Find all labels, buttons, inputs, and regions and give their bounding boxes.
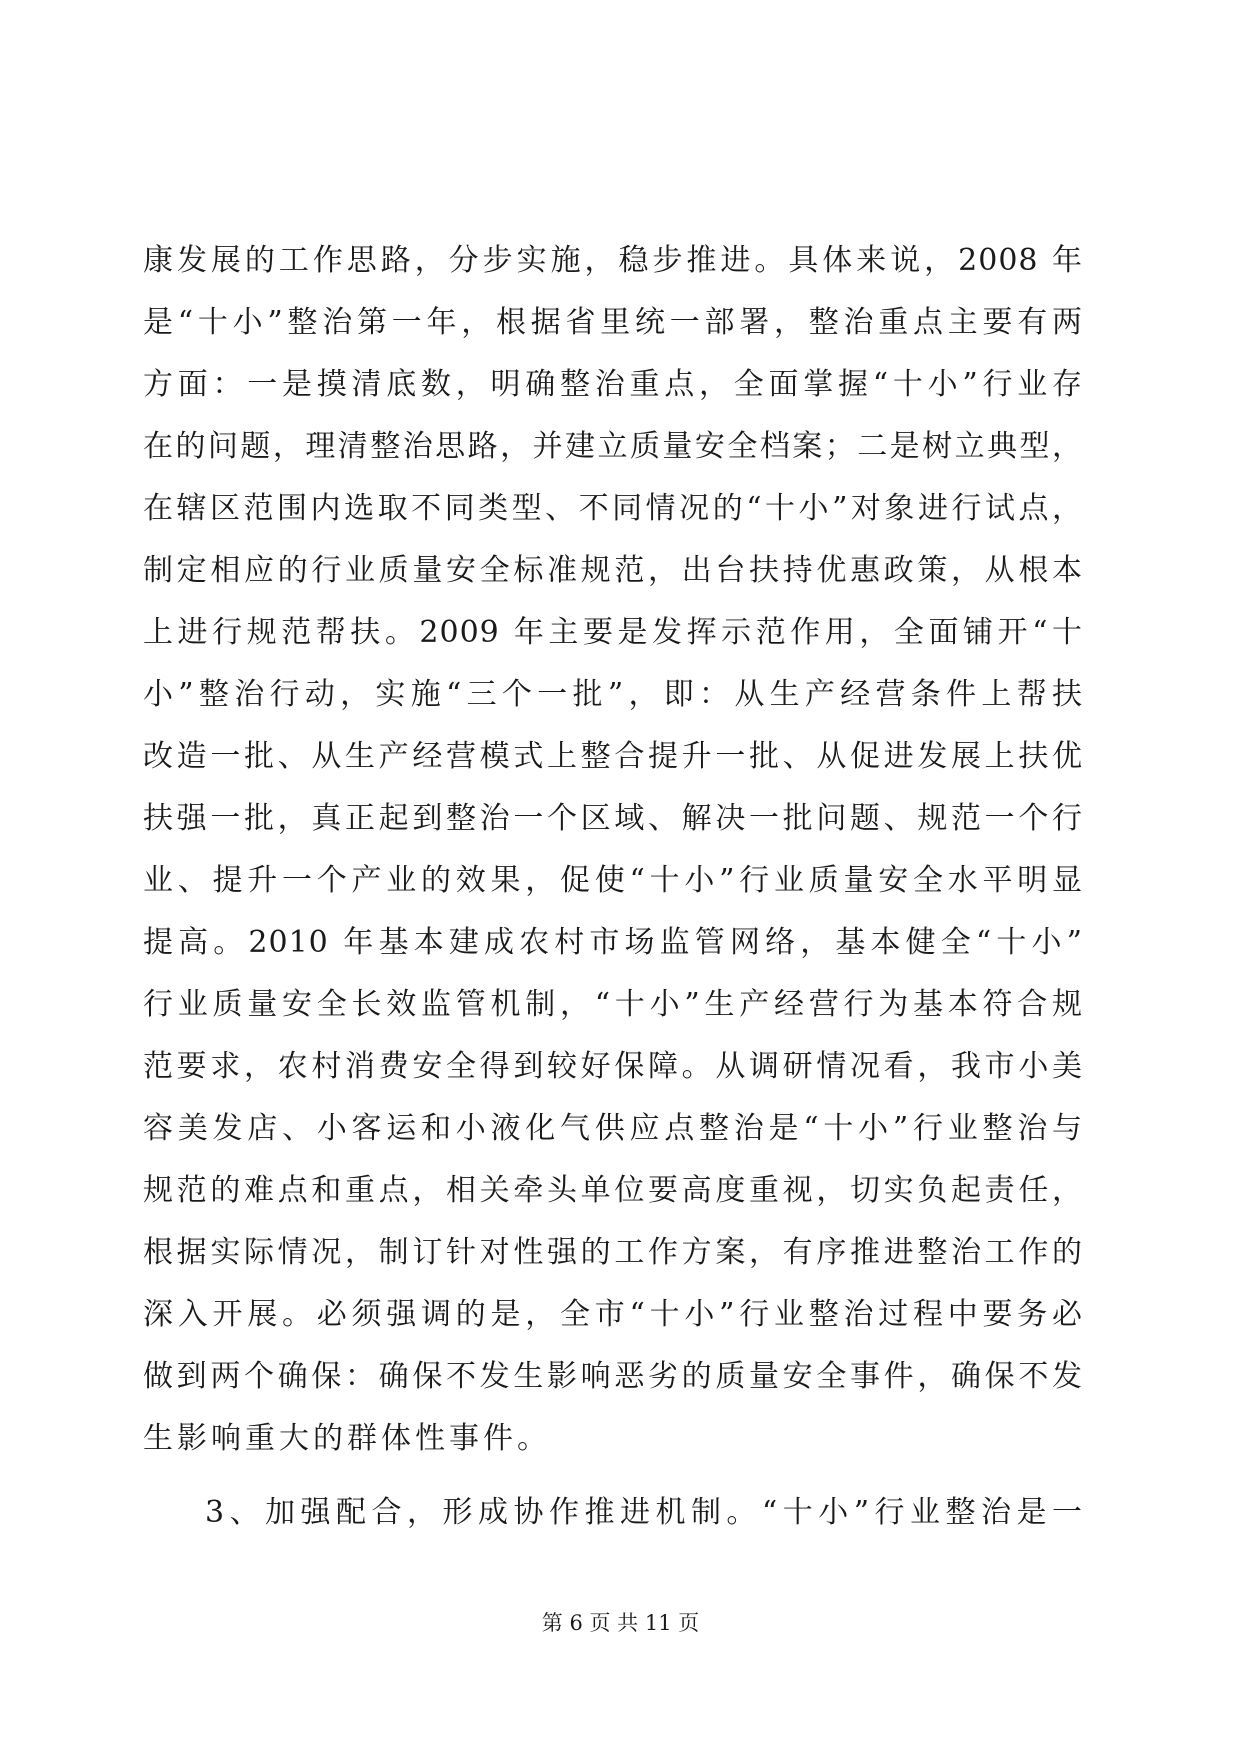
text-line: 根据实际情况，制订针对性强的工作方案，有序推进整治工作的: [143, 1235, 1083, 1270]
text-line: 行业质量安全长效监管机制，“十小”生产经营行为基本符合规: [143, 987, 1083, 1022]
text-line: 容美发店、小客运和小液化气供应点整治是“十小”行业整治与: [143, 1111, 1083, 1146]
text-line: 做到两个确保：确保不发生影响恶劣的质量安全事件，确保不发: [143, 1359, 1083, 1394]
text-line: 改造一批、从生产经营模式上整合提升一批、从促进发展上扶优: [143, 739, 1083, 774]
text-line: 提高。2010 年基本建成农村市场监管网络，基本健全“十小”: [143, 925, 1083, 960]
paragraph-1: [143, 230, 1083, 1470]
page-number-footer: 第 6 页 共 11 页: [541, 1611, 700, 1635]
text-line: 上进行规范帮扶。2009 年主要是发挥示范作用，全面铺开“十: [143, 615, 1083, 650]
text-line: 制定相应的行业质量安全标准规范，出台扶持优惠政策，从根本: [143, 553, 1083, 588]
text-line: 3、加强配合，形成协作推进机制。“十小”行业整治是一: [205, 1495, 1083, 1530]
text-line: 深入开展。必须强调的是，全市“十小”行业整治过程中要务必: [143, 1297, 1083, 1332]
text-line: 生影响重大的群体性事件。: [143, 1421, 551, 1456]
text-line: 是“十小”整治第一年，根据省里统一部署，整治重点主要有两: [143, 305, 1083, 340]
text-line: 规范的难点和重点，相关牵头单位要高度重视，切实负起责任，: [143, 1173, 1083, 1208]
text-line: 在辖区范围内选取不同类型、不同情况的“十小”对象进行试点，: [143, 491, 1083, 526]
text-line: 业、提升一个产业的效果，促使“十小”行业质量安全水平明显: [143, 863, 1083, 898]
text-line: 在的问题，理清整治思路，并建立质量安全档案；二是树立典型，: [143, 429, 1083, 464]
text-line: 范要求，农村消费安全得到较好保障。从调研情况看，我市小美: [143, 1049, 1083, 1084]
text-line: 方面：一是摸清底数，明确整治重点，全面掌握“十小”行业存: [143, 367, 1083, 402]
paragraph-2: [143, 1482, 1083, 1544]
text-line: 小”整治行动，实施“三个一批”，即：从生产经营条件上帮扶: [143, 677, 1083, 712]
body-text: [143, 230, 1083, 1544]
text-line: 扶强一批，真正起到整治一个区域、解决一批问题、规范一个行: [143, 801, 1083, 836]
text-line: 康发展的工作思路，分步实施，稳步推进。具体来说，2008 年: [143, 243, 1083, 278]
